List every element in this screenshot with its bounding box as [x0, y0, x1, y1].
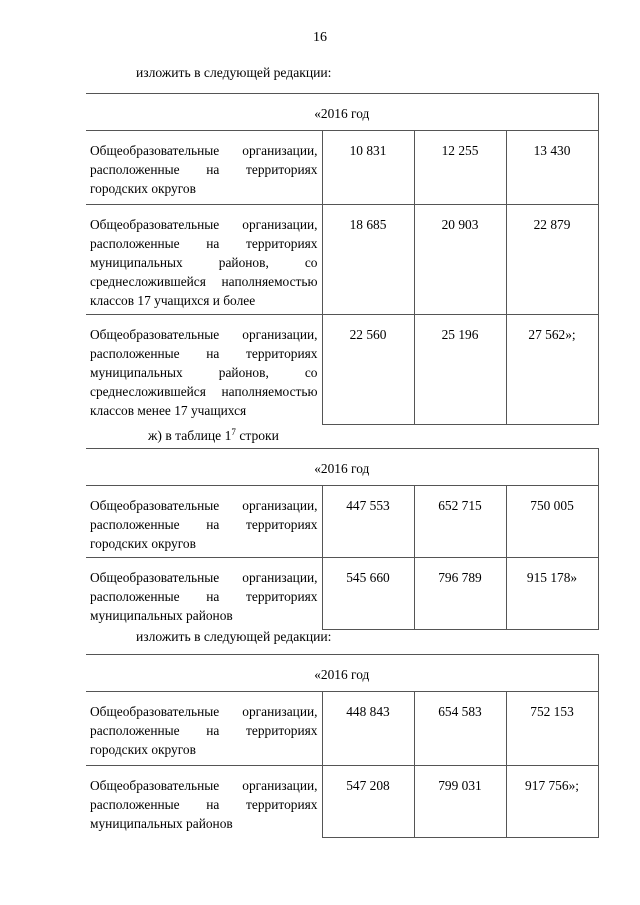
row-value-1: 547 208: [322, 766, 414, 838]
row-value-3: 13 430: [506, 131, 598, 205]
table-row: [86, 692, 598, 766]
table-row: [86, 131, 598, 205]
row-value-3: 915 178»: [506, 558, 598, 630]
table-row: [86, 766, 598, 838]
row-value-1: 447 553: [322, 486, 414, 558]
row-value-3: 750 005: [506, 486, 598, 558]
row-value-1: 545 660: [322, 558, 414, 630]
table-3-year-header: «2016 год: [86, 655, 598, 692]
row-description: Общеобразовательные организации, расположенные на территориях городских округов: [86, 692, 322, 766]
paragraph-prefix: ж) в таблице 1: [148, 428, 232, 443]
row-description: Общеобразовательные организации, расположенные на территориях городских округов: [86, 486, 322, 558]
row-description: Общеобразовательные организации, расположенные на территориях муниципальных районов, со среднесложившейся наполняемостью классов менее 17 учащихся: [86, 315, 322, 425]
table-2-year-header: «2016 год: [86, 449, 598, 486]
row-value-3: 752 153: [506, 692, 598, 766]
table-row: [86, 315, 598, 425]
row-value-1: 18 685: [322, 205, 414, 315]
row-description: Общеобразовательные организации, расположенные на территориях муниципальных районов, со среднесложившейся наполняемостью классов 17 учащихся и более: [86, 205, 322, 315]
row-value-3: 917 756»;: [506, 766, 598, 838]
table-1-year-header: «2016 год: [86, 94, 598, 131]
table-1: [86, 93, 599, 425]
row-value-2: 12 255: [414, 131, 506, 205]
row-value-2: 20 903: [414, 205, 506, 315]
row-value-3: 22 879: [506, 205, 598, 315]
page-number: 16: [313, 30, 327, 45]
paragraph-suffix: строки: [235, 428, 279, 443]
row-description: Общеобразовательные организации, расположенные на территориях муниципальных районов: [86, 766, 322, 838]
table-3: [86, 654, 599, 838]
row-value-3: 27 562»;: [506, 315, 598, 425]
second-intro-paragraph: изложить в следующей редакции:: [136, 629, 332, 644]
row-value-2: 25 196: [414, 315, 506, 425]
table-row: [86, 558, 598, 630]
superscript: 7: [231, 427, 236, 437]
row-value-2: 796 789: [414, 558, 506, 630]
row-value-1: 448 843: [322, 692, 414, 766]
row-description: Общеобразовательные организации, расположенные на территориях городских округов: [86, 131, 322, 205]
row-description: Общеобразовательные организации, расположенные на территориях муниципальных районов: [86, 558, 322, 630]
row-value-1: 22 560: [322, 315, 414, 425]
row-value-2: 654 583: [414, 692, 506, 766]
table-reference-paragraph: [148, 426, 279, 445]
table-row: [86, 205, 598, 315]
intro-paragraph: изложить в следующей редакции:: [136, 65, 332, 80]
row-value-2: 652 715: [414, 486, 506, 558]
row-value-1: 10 831: [322, 131, 414, 205]
table-row: [86, 486, 598, 558]
table-2: [86, 448, 599, 630]
row-value-2: 799 031: [414, 766, 506, 838]
